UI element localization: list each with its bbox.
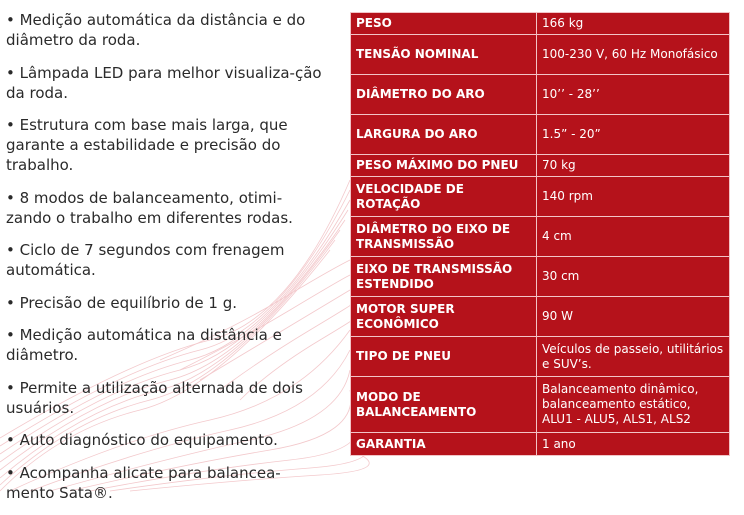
spec-row-tire-type [351,337,730,377]
spec-value: Balanceamento dinâmico, balanceamento estático, ALU1 - ALU5, ALS1, ALS2 [537,377,730,433]
spec-label: LARGURA DO ARO [351,115,537,155]
spec-value: 30 cm [537,257,730,297]
spec-label: GARANTIA [351,433,537,456]
spec-label: PESO [351,13,537,35]
feature-item: • Lâmpada LED para melhor visualiza-ção da roda. [6,63,322,102]
spec-label: MODO DE BALANCEAMENTO [351,377,537,433]
feature-item: • Precisão de equilíbrio de 1 g. [6,293,238,312]
spec-value: 1.5” - 20” [537,115,730,155]
spec-value: 100-230 V, 60 Hz Monofásico [537,35,730,75]
spec-row-shaft-diameter [351,217,730,257]
spec-row-weight [351,13,730,35]
spec-value: 140 rpm [537,177,730,217]
feature-item: • Permite a utilização alternada de dois usuários. [6,378,303,417]
feature-item: • Medição automática da distância e do diâmetro da roda. [6,11,306,49]
spec-row-balancing-mode [351,377,730,433]
spec-label: TIPO DE PNEU [351,337,537,377]
spec-value: 10’’ - 28’’ [537,75,730,115]
spec-label: VELOCIDADE DE ROTAÇÃO [351,177,537,217]
feature-item: • Medição automática na distância e diâmetro. [6,326,282,364]
spec-row-rim-width [351,115,730,155]
spec-value: 4 cm [537,217,730,257]
spec-label: MOTOR SUPER ECONÔMICO [351,297,537,337]
feature-item: • Auto diagnóstico do equipamento. [6,431,278,449]
spec-value: 90 W [537,297,730,337]
feature-item: • Estrutura com base mais larga, que garante a estabilidade e precisão do trabalho. [6,116,288,174]
spec-row-max-tire-weight [351,155,730,177]
feature-item: • Ciclo de 7 segundos com frenagem automática. [6,241,285,279]
spec-value: 166 kg [537,13,730,35]
spec-row-rotation-speed [351,177,730,217]
spec-value: Veículos de passeio, utilitários e SUV’s. [537,337,730,377]
spec-label: DIÂMETRO DO ARO [351,75,537,115]
spec-row-extended-shaft [351,257,730,297]
spec-value: 1 ano [537,433,730,456]
spec-row-rim-diameter [351,75,730,115]
feature-item: • Acompanha alicate para balancea-mento Sata®. [6,463,281,502]
spec-label: PESO MÁXIMO DO PNEU [351,155,537,177]
spec-label: TENSÃO NOMINAL [351,35,537,75]
spec-row-warranty [351,433,730,456]
spec-table [350,12,730,456]
spec-row-voltage [351,35,730,75]
spec-label: EIXO DE TRANSMISSÃO ESTENDIDO [351,257,537,297]
feature-list [6,10,324,515]
feature-item: • 8 modos de balanceamento, otimi-zando o trabalho em diferentes rodas. [6,188,293,227]
spec-value: 70 kg [537,155,730,177]
spec-label: DIÂMETRO DO EIXO DE TRANSMISSÃO [351,217,537,257]
spec-row-motor [351,297,730,337]
